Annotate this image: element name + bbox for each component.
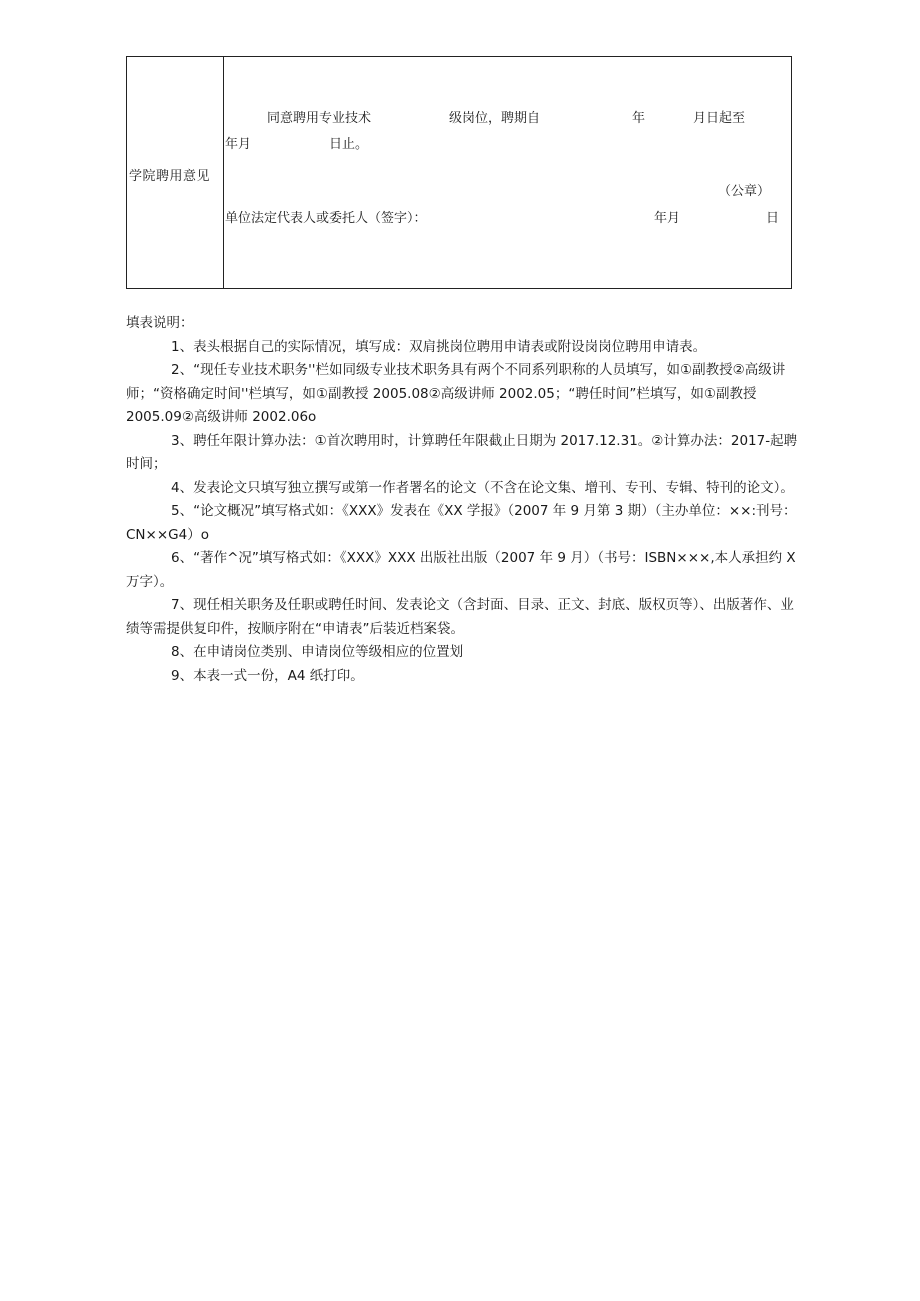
- instruction-item-1: 1、表头根据自己的实际情况，填写成：双肩挑岗位聘用申请表或附设岗岗位聘用申请表。: [171, 338, 707, 355]
- signature-year-month: 年月: [654, 211, 681, 226]
- instruction-item-3: 3、聘任年限计算办法：①首次聘用时，计算聘任年限截止日期为 2017.12.31。②计算办法：2017-起聘时间；: [126, 432, 798, 472]
- instruction-item-8: 8、在申请岗位类别、申请岗位等级相应的位置划: [171, 644, 464, 660]
- instruction-item-9: 9、本表一式一份，A4 纸打印。: [171, 667, 364, 684]
- instruction-item-5: 5、“论文概况”填写格式如：《XXX》发表在《XX 学报》（2007 年 9 月第 3 期）（主办单位：××:刊号：CN××G4）o: [126, 503, 797, 543]
- opinion-text-1: 同意聘用专业技术: [267, 111, 372, 126]
- college-opinion-label: 学院聘用意见: [129, 169, 211, 184]
- opinion-text-5: 年月: [225, 137, 252, 152]
- column-divider: [223, 57, 224, 288]
- opinion-text-4: 月日起至: [693, 111, 746, 126]
- signature-label: 单位法定代表人或委托人（签字）：: [225, 211, 427, 226]
- instruction-item-6: 6、“著作^况”填写格式如：《XXX》XXX 出版社出版（2007 年 9 月）（书号：ISBN×××,本人承担约 X 万字）。: [126, 550, 796, 590]
- opinion-text-2: 级岗位，聘期自: [449, 111, 541, 126]
- instruction-item-2: 2、“现任专业技术职务''栏如同级专业技术职务具有两个不同系列职称的人员填写，如①副教授②高级讲师；“资格确定时间''栏填写，如①副教授 2005.08②高级讲师 2002.05；“聘任时间”栏填写，如①副教授 2005.09②高级讲师 2002.06o: [126, 362, 786, 425]
- instructions: [126, 312, 806, 688]
- instruction-item-4: 4、发表论文只填写独立撰写或第一作者署名的论文（不含在论文集、增刊、专刊、专辑、特刊的论文）。: [171, 479, 794, 496]
- instructions-heading: 填表说明：: [126, 315, 194, 331]
- opinion-text-6: 日止。: [329, 137, 369, 152]
- seal-label: （公章）: [718, 184, 771, 199]
- opinion-text-3: 年: [632, 111, 646, 126]
- signature-day: 日: [766, 211, 780, 226]
- opinion-table: [126, 56, 792, 289]
- instruction-item-7: 7、现任相关职务及任职或聘任时间、发表论文（含封面、目录、正文、封底、版权页等）、出版著作、业绩等需提供复印件，按顺序附在“申请表”后装近档案袋。: [126, 597, 794, 637]
